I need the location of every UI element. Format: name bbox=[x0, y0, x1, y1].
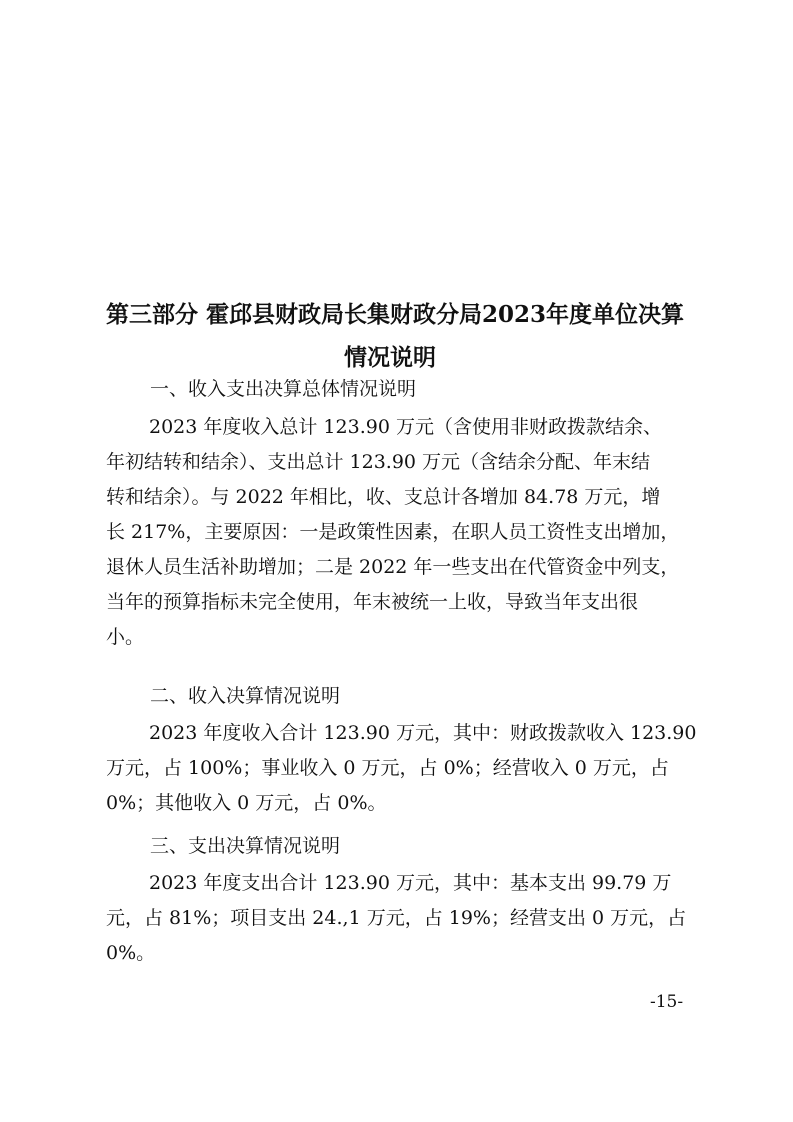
paragraph-line: 当年的预算指标未完全使用，年末被统一上收，导致当年支出很 bbox=[106, 591, 639, 613]
paragraph-line: 2023 年度支出合计 123.90 万元，其中：基本支出 99.79 万 bbox=[149, 872, 672, 894]
paragraph-line: 小。 bbox=[106, 626, 145, 648]
document-title: 第三部分 霍邱县财政局长集财政分局2023年度单位决算 bbox=[106, 301, 685, 328]
paragraph-line: 元，占 81%；项目支出 24.,1 万元，占 19%；经营支出 0 万元，占 bbox=[106, 907, 687, 929]
section-paragraph-overview bbox=[106, 410, 706, 655]
section-heading-expenditure: 三、支出决算情况说明 bbox=[150, 835, 341, 857]
paragraph-line: 2023 年度收入合计 123.90 万元，其中：财政拨款收入 123.90 bbox=[149, 722, 697, 744]
section-paragraph-income bbox=[106, 716, 706, 821]
paragraph-line: 2023 年度收入总计 123.90 万元（含使用非财政拨款结余、 bbox=[149, 416, 662, 438]
paragraph-line: 年初结转和结余）、支出总计 123.90 万元（含结余分配、年末结 bbox=[106, 451, 651, 473]
section-heading-income: 二、收入决算情况说明 bbox=[150, 685, 341, 707]
section-paragraph-expenditure bbox=[106, 866, 706, 971]
document-title-continued: 情况说明 bbox=[344, 344, 436, 371]
paragraph-line: 长 217%，主要原因：一是政策性因素，在职人员工资性支出增加， bbox=[106, 521, 680, 543]
paragraph-line: 0%。 bbox=[106, 942, 156, 964]
paragraph-line: 万元，占 100%；事业收入 0 万元，占 0%；经营收入 0 万元，占 bbox=[106, 757, 669, 779]
section-heading-overview: 一、收入支出决算总体情况说明 bbox=[150, 378, 417, 400]
paragraph-line: 退休人员生活补助增加；二是 2022 年一些支出在代管资金中列支， bbox=[106, 556, 680, 578]
page-number: -15- bbox=[650, 992, 684, 1012]
paragraph-line: 0%；其他收入 0 万元，占 0%。 bbox=[106, 792, 387, 814]
paragraph-line: 转和结余）。与 2022 年相比，收、支总计各增加 84.78 万元，增 bbox=[106, 486, 661, 508]
